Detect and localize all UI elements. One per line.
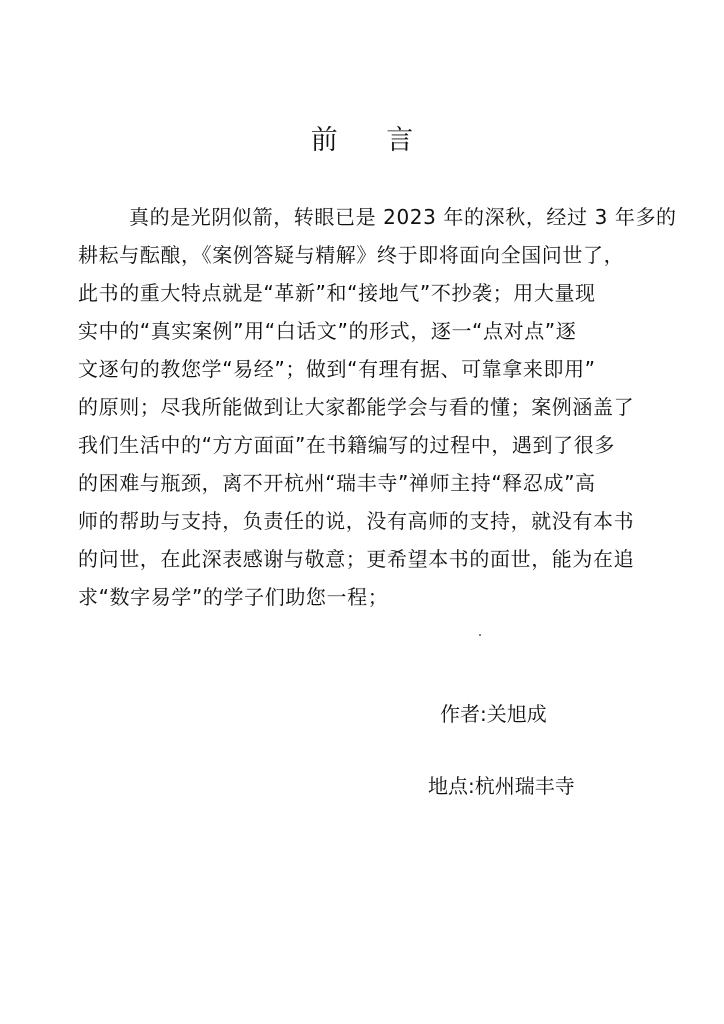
paragraph-line: 的问世，在此深表感谢与敬意；更希望本书的面世，能为在追 — [78, 547, 635, 571]
preface-paragraph — [78, 198, 678, 616]
paragraph-line: 实中的“真实案例”用“白话文”的形式，逐一“点对点”逐 — [78, 319, 577, 343]
paragraph-line: 求“数字易学”的学子们助您一程； — [78, 585, 389, 609]
page-title: 前 言 — [310, 125, 434, 156]
author-signature: 作者:关旭成 — [440, 702, 547, 726]
paragraph-line: 文逐句的教您学“易经”；做到“有理有据、可靠拿来即用” — [78, 357, 596, 381]
paragraph-line: 耕耘与酝酿，《案例答疑与精解》终于即将面向全国问世了， — [78, 243, 625, 267]
paragraph-line: 真的是光阴似箭，转眼已是 2023 年的深秋，经过 3 年多的 — [129, 205, 677, 229]
paragraph-line: 的困难与瓶颈，离不开杭州“瑞丰寺”禅师主持“释忍成”高 — [78, 471, 596, 495]
paragraph-line: 我们生活中的“方方面面”在书籍编写的过程中，遇到了很多 — [78, 433, 615, 457]
stray-mark — [479, 634, 481, 636]
paragraph-line: 此书的重大特点就是“革新”和“接地气”不抄袭；用大量现 — [78, 281, 596, 305]
paragraph-line: 师的帮助与支持，负责任的说，没有高师的支持，就没有本书 — [78, 509, 635, 533]
location-line: 地点:杭州瑞丰寺 — [428, 774, 575, 798]
paragraph-line: 的原则；尽我所能做到让大家都能学会与看的懂；案例涵盖了 — [78, 395, 635, 419]
